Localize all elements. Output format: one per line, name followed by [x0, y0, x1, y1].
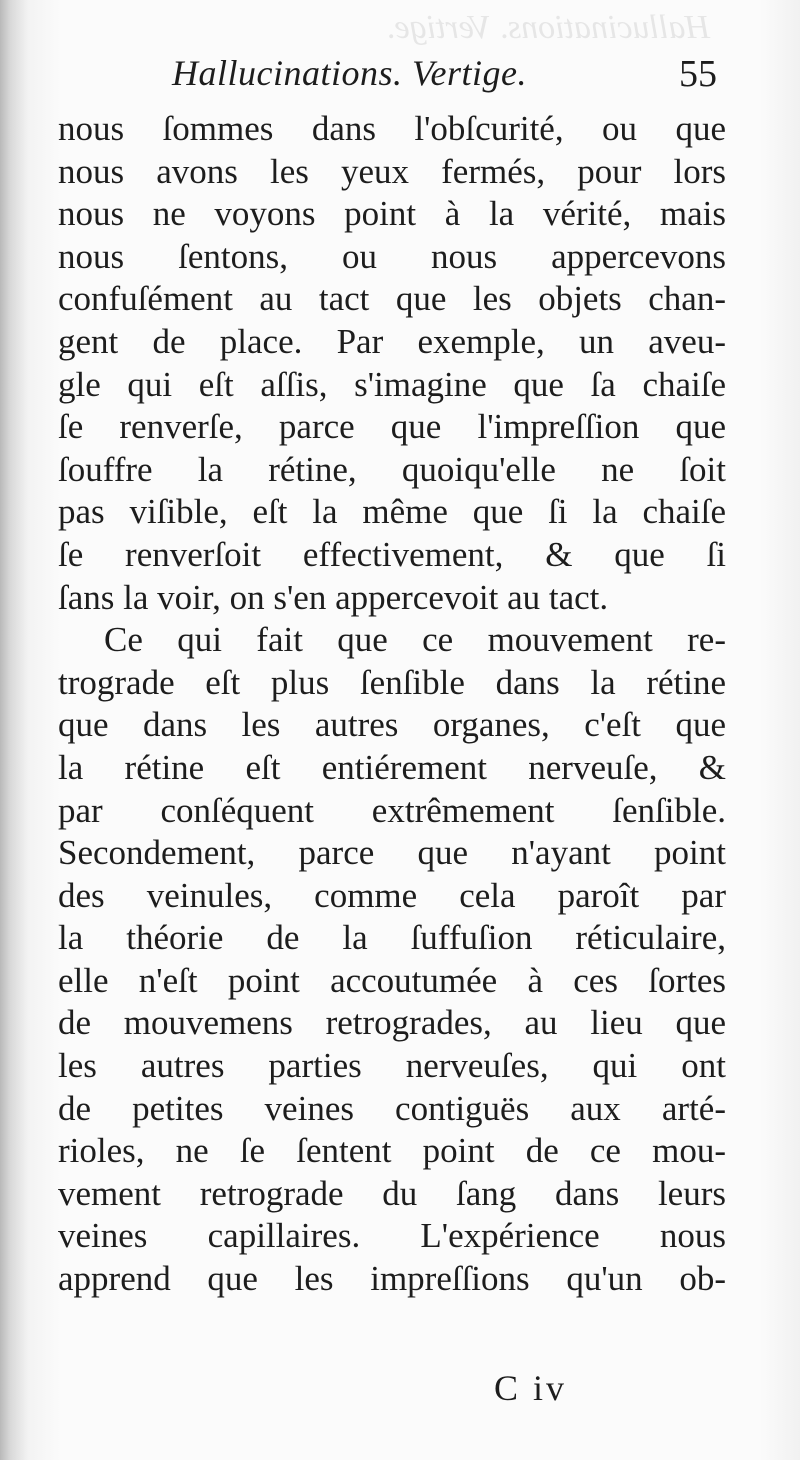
text-line: Secondement, parce que n'ayant point: [58, 833, 726, 873]
running-head: [172, 52, 717, 102]
text-line: rioles, ne ſe ſentent point de ce mou-: [58, 1131, 726, 1171]
text-line: par conſéquent extrêmement ſenſible.: [58, 790, 726, 830]
text-line: les autres parties nerveuſes, qui ont: [58, 1046, 726, 1086]
text-line: ſe renverſoit effectivement, & que ſi: [58, 534, 726, 574]
paragraph-first-line: Ce qui fait que ce mouvement re-: [104, 620, 726, 660]
text-line: pas viſible, eſt la même que ſi la chaiſe: [58, 492, 726, 532]
text-line: des veinules, comme cela paroît par: [58, 875, 726, 915]
body-text: [58, 108, 726, 1301]
text-line: nous ſommes dans l'obſcurité, ou que: [58, 109, 726, 148]
text-line: gent de place. Par exemple, un aveu-: [58, 321, 726, 361]
text-line: la théorie de la ſuffuſion réticulaire,: [58, 918, 726, 958]
page-number: 55: [679, 53, 717, 95]
text-line: de mouvemens retrogrades, au lieu que: [58, 1003, 726, 1043]
text-line: nous avons les yeux fermés, pour lors: [58, 151, 726, 191]
running-title: Hallucinations. Vertige.: [172, 53, 527, 93]
text-line: gle qui eſt aſſis, s'imagine que ſa chaiſe: [58, 364, 726, 404]
text-line: apprend que les impreſſions qu'un ob-: [58, 1259, 726, 1299]
text-line: vement retrograde du ſang dans leurs: [58, 1173, 726, 1213]
bleed-through-text: Hallucinations. Vertige.: [386, 9, 710, 46]
text-line: ſans la voir, on s'en appercevoit au tact.: [58, 577, 609, 617]
text-line: nous ne voyons point à la vérité, mais: [58, 194, 726, 234]
text-line: trograde eſt plus ſenſible dans la rétine: [58, 662, 726, 702]
text-line: ſe renverſe, parce que l'impreſſion que: [58, 407, 726, 447]
text-line: nous ſentons, ou nous appercevons: [58, 236, 726, 276]
text-line: ſouffre la rétine, quoiqu'elle ne ſoit: [58, 449, 726, 489]
signature-mark: C iv: [494, 1368, 568, 1408]
text-line: confuſément au tact que les objets chan-: [58, 279, 726, 319]
text-line: veines capillaires. L'expérience nous: [58, 1216, 726, 1256]
text-line: que dans les autres organes, c'eſt que: [58, 705, 726, 745]
text-line: elle n'eſt point accoutumée à ces ſortes: [58, 960, 726, 1000]
text-line: de petites veines contiguës aux arté-: [58, 1088, 726, 1128]
text-line: la rétine eſt entiérement nerveuſe, &: [58, 747, 726, 787]
